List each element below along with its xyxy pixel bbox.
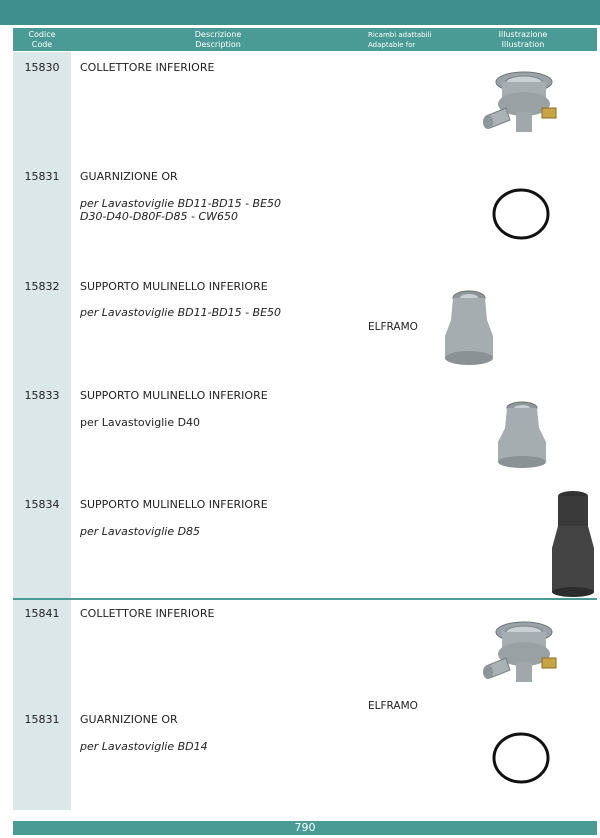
top-color-bar — [0, 0, 600, 25]
row-title: GUARNIZIONE OR — [80, 713, 178, 726]
row-code: 15833 — [24, 389, 60, 402]
header-desc-en: Description — [195, 40, 241, 49]
code-column-group-1 — [13, 52, 71, 598]
header-illus-en: Illustration — [501, 40, 545, 49]
row-title: SUPPORTO MULINELLO INFERIORE — [80, 389, 268, 402]
header-code-en: Code — [31, 40, 53, 49]
header-code-it: Codice — [28, 30, 56, 39]
header-desc-it: Descrizione — [194, 30, 242, 39]
row-compat: per Lavastoviglie BD11-BD15 - BE50 — [80, 197, 282, 210]
row-title: GUARNIZIONE OR — [80, 170, 178, 183]
tall-spray-arm-support-image — [548, 488, 598, 598]
header-illustration — [483, 30, 563, 50]
row-code: 15831 — [24, 713, 60, 726]
header-adaptable — [368, 30, 468, 50]
row-code: 15841 — [24, 607, 60, 620]
row-code: 15831 — [24, 170, 60, 183]
row-code: 15830 — [24, 61, 60, 74]
brand-label: ELFRAMO — [368, 700, 418, 712]
spray-arm-support-image — [440, 288, 498, 368]
lower-manifold-image — [476, 68, 566, 140]
row-compat: per Lavastoviglie D40 — [80, 416, 201, 429]
header-illus-it: Illustrazione — [498, 30, 548, 39]
row-compat: D30-D40-D80F-D85 - CW650 — [80, 210, 239, 223]
row-code: 15834 — [24, 498, 60, 511]
row-title: SUPPORTO MULINELLO INFERIORE — [80, 280, 268, 293]
o-ring-gasket-image — [490, 730, 552, 786]
table-header — [13, 28, 597, 51]
header-parts-en: Adaptable for — [368, 41, 416, 49]
lower-manifold-image — [476, 618, 566, 690]
row-title: COLLETTORE INFERIORE — [80, 607, 215, 620]
header-code — [13, 30, 71, 50]
header-description — [143, 30, 293, 50]
row-compat: per Lavastoviglie D85 — [80, 525, 201, 538]
group-divider — [13, 598, 597, 600]
row-compat: per Lavastoviglie BD14 — [80, 740, 208, 753]
row-title: SUPPORTO MULINELLO INFERIORE — [80, 498, 268, 511]
spray-arm-support-image — [492, 398, 552, 472]
page-number: 790 — [13, 821, 597, 835]
row-code: 15832 — [24, 280, 60, 293]
row-compat: per Lavastoviglie BD11-BD15 - BE50 — [80, 306, 282, 319]
code-column-group-2 — [13, 600, 71, 810]
o-ring-gasket-image — [490, 186, 552, 242]
row-title: COLLETTORE INFERIORE — [80, 61, 215, 74]
header-parts-it: Ricambi adattabili — [368, 31, 432, 39]
brand-label: ELFRAMO — [368, 321, 418, 333]
